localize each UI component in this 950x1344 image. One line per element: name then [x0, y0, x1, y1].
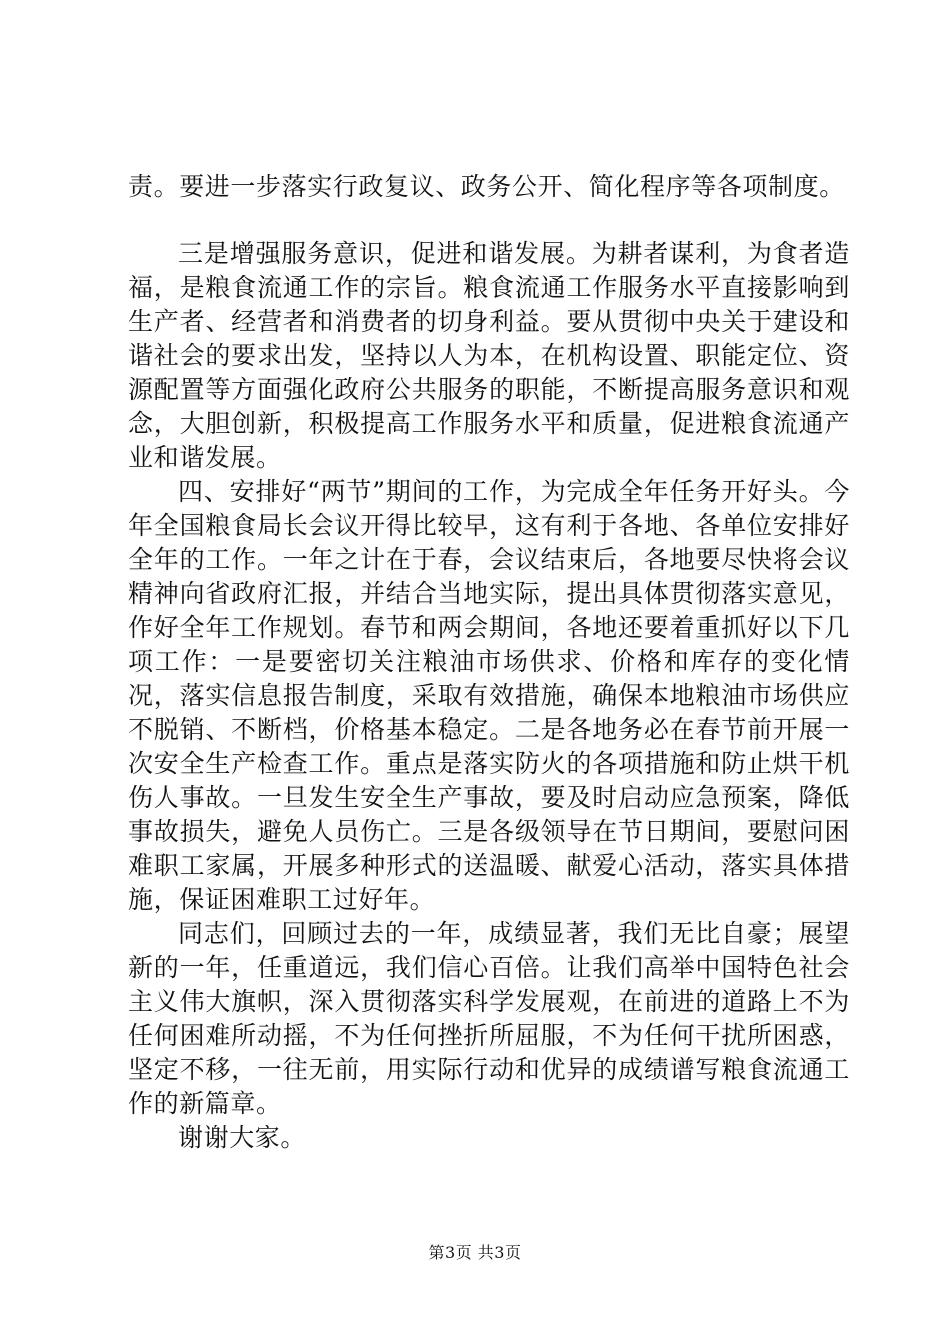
page-number-footer: 第3页 共3页: [428, 1243, 522, 1262]
paragraph-thanks: 谢谢大家。: [178, 1123, 307, 1152]
paragraph-closing-remarks: 同志们，回顾过去的一年，成绩显著，我们无比自豪；展望新的一年，任重道远，我们信心百倍。让我们高举中国特色社会主义伟大旗帜，深入贯彻落实科学发展观，在前进的道路上不为任何困难所动摇，不为任何挫折所屈服，不为任何干扰所困惑，坚定不移，一往无前，用实际行动和优异的成绩谱写粮食流通工作的新篇章。: [128, 919, 850, 1118]
paragraph-continuation: 责。要进一步落实行政复议、政务公开、简化程序等各项制度。: [128, 172, 845, 201]
paragraph-service-awareness: 三是增强服务意识，促进和谐发展。为耕者谋利，为食者造福，是粮食流通工作的宗旨。粮食流通工作服务水平直接影响到生产者、经营者和消费者的切身利益。要从贯彻中央关于建设和谐社会的要求出发，坚持以人为本，在机构设置、职能定位、资源配置等方面强化政府公共服务的职能，不断提高服务意识和观念，大胆创新，积极提高工作服务水平和质量，促进粮食流通产业和谐发展。: [128, 239, 850, 472]
document-body: [128, 170, 850, 1155]
paragraph-holiday-work: 四、安排好“两节”期间的工作，为完成全年任务开好头。今年全国粮食局长会议开得比较早，这有利于各地、各单位安排好全年的工作。一年之计在于春，会议结束后，各地要尽快将会议精神向省政府汇报，并结合当地实际，提出具体贯彻落实意见，作好全年工作规划。春节和两会期间，各地还要着重抓好以下几项工作：一是要密切关注粮油市场供求、价格和库存的变化情况，落实信息报告制度，采取有效措施，确保本地粮油市场供应不脱销、不断档，价格基本稳定。二是各地务必在春节前开展一次安全生产检查工作。重点是落实防火的各项措施和防止烘干机伤人事故。一旦发生安全生产事故，要及时启动应急预案，降低事故损失，避免人员伤亡。三是各级领导在节日期间，要慰问困难职工家属，开展多种形式的送温暖、献爱心活动，落实具体措施，保证困难职工过好年。: [128, 477, 850, 914]
